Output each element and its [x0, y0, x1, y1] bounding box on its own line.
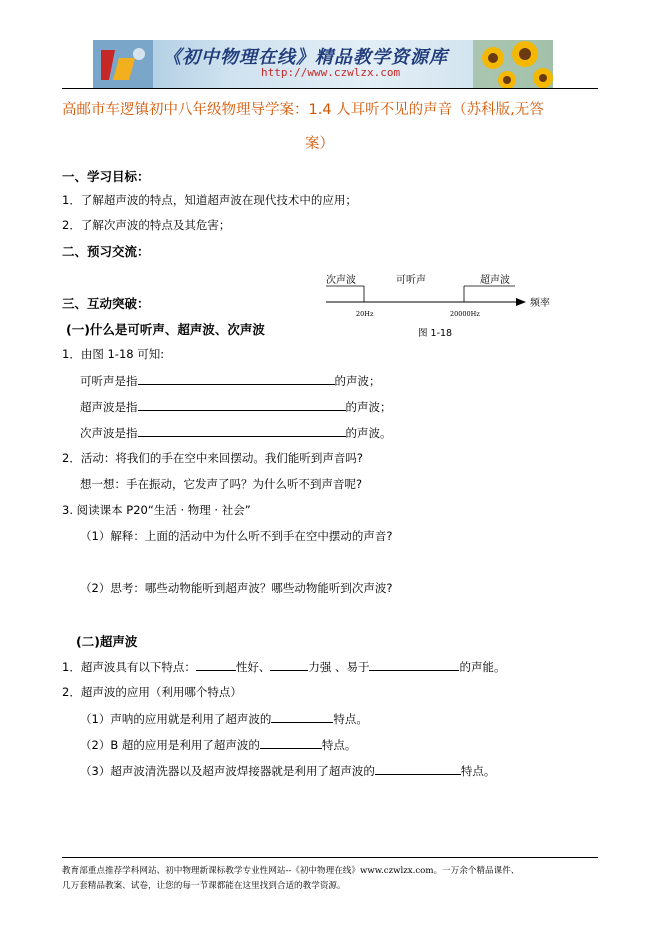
axis-arrow-icon — [516, 298, 526, 306]
fill-row-b-ultrasound — [80, 736, 356, 753]
doc-title-line1: 高邮市车逻镇初中八年级物理导学案：1.4 人耳听不见的声音（苏科版,无答 — [62, 102, 544, 118]
figure-label-infrasound: 次声波 — [326, 275, 356, 286]
fill-row-ultrasound — [80, 398, 392, 415]
answer-blank[interactable] — [196, 658, 236, 671]
objective-item: 2．了解次声波的特点及其危害； — [62, 218, 231, 232]
question-1: 1．由图 1-18 可知: — [62, 347, 165, 361]
tick-label-20000hz: 20000Hz — [450, 310, 480, 318]
banner-url[interactable]: http://www.czwlzx.com — [261, 66, 401, 79]
fill-suffix: 的声波。 — [345, 426, 392, 440]
fill-prefix: （3）超声波清洗器以及超声波焊接器就是利用了超声波的 — [80, 764, 375, 778]
answer-blank[interactable] — [271, 710, 333, 723]
site-logo-icon — [93, 40, 153, 88]
answer-blank[interactable] — [270, 658, 308, 671]
objective-item: 1．了解超声波的特点，知道超声波在现代技术中的应用； — [62, 193, 357, 207]
fill-suffix: 的声波； — [334, 374, 381, 388]
fill-prefix: 1．超声波具有以下特点： — [62, 660, 196, 674]
question-2: 2．活动：将我们的手在空中来回摆动。我们能听到声音吗? — [62, 451, 363, 465]
fill-mid: 性好、 — [235, 660, 271, 674]
answer-blank[interactable] — [138, 398, 346, 411]
fill-row-cleaner — [80, 762, 495, 779]
section-interactive-heading: 三、互动突破： — [62, 296, 150, 311]
footer-line2: 几万套精品教案、试卷，让您的每一节课都能在这里找到合适的教学资源。 — [62, 881, 346, 891]
fill-prefix: 超声波是指 — [80, 400, 138, 414]
fill-suffix: 的声波； — [345, 400, 392, 414]
answer-blank[interactable] — [138, 424, 346, 437]
axis-label-frequency: 频率 — [530, 298, 550, 309]
answer-blank[interactable] — [260, 736, 322, 749]
banner-title: 《初中物理在线》精品教学资源库 — [163, 47, 448, 68]
figure-label-audible: 可听声 — [396, 275, 426, 286]
section-objectives-heading: 一、学习目标： — [62, 169, 150, 184]
answer-blank[interactable] — [369, 658, 459, 671]
subsection-heading: (二)超声波 — [76, 634, 138, 649]
fill-mid: 力强 、易于 — [308, 660, 370, 674]
fill-row-sonar — [80, 710, 368, 727]
fill-prefix: （1）声呐的应用就是利用了超声波的 — [80, 712, 272, 726]
footer-rule — [62, 857, 598, 858]
tick-label-20hz: 20Hz — [356, 310, 374, 318]
question-3-explain: （1）解释：上面的活动中为什么听不到手在空中摆动的声音? — [80, 529, 393, 543]
answer-blank[interactable] — [138, 372, 335, 385]
section-preview-heading: 二、预习交流： — [62, 244, 150, 259]
fill-suffix: 的声能。 — [459, 660, 506, 674]
fill-prefix: （2）B 超的应用是利用了超声波的 — [80, 738, 260, 752]
figure-label-ultrasound: 超声波 — [480, 275, 510, 286]
answer-blank[interactable] — [375, 762, 461, 775]
question-3: 3. 阅读课本 P20“生活 · 物理 · 社会” — [62, 503, 251, 517]
header-banner — [93, 40, 553, 88]
question-3-think: （2）思考：哪些动物能听到超声波？哪些动物能听到次声波? — [80, 581, 393, 595]
fill-suffix: 特点。 — [321, 738, 357, 752]
figure-caption: 图 1-18 — [418, 328, 453, 339]
doc-title-line2: 案） — [305, 136, 334, 152]
frequency-diagram — [320, 268, 550, 348]
subsection-heading: (一)什么是可听声、超声波、次声波 — [66, 322, 265, 337]
question-2-think: 想一想：手在振动，它发声了吗？为什么听不到声音呢? — [80, 477, 363, 491]
header-rule — [62, 88, 598, 89]
fill-row-infrasound — [80, 424, 392, 441]
sunflower-icon — [473, 40, 553, 88]
fill-prefix: 可听声是指 — [80, 374, 138, 388]
fill-suffix: 特点。 — [460, 764, 496, 778]
ultrasound-applications: 2．超声波的应用（利用哪个特点） — [62, 685, 242, 699]
footer-line1: 教育部重点推荐学科网站、初中物理新课标教学专业性网站--《初中物理在线》www.czwlzx.com。一万余个精品课件、 — [62, 866, 520, 876]
fill-row-features — [62, 658, 505, 675]
fill-prefix: 次声波是指 — [80, 426, 138, 440]
fill-row-audible — [80, 372, 381, 389]
fill-suffix: 特点。 — [333, 712, 368, 726]
